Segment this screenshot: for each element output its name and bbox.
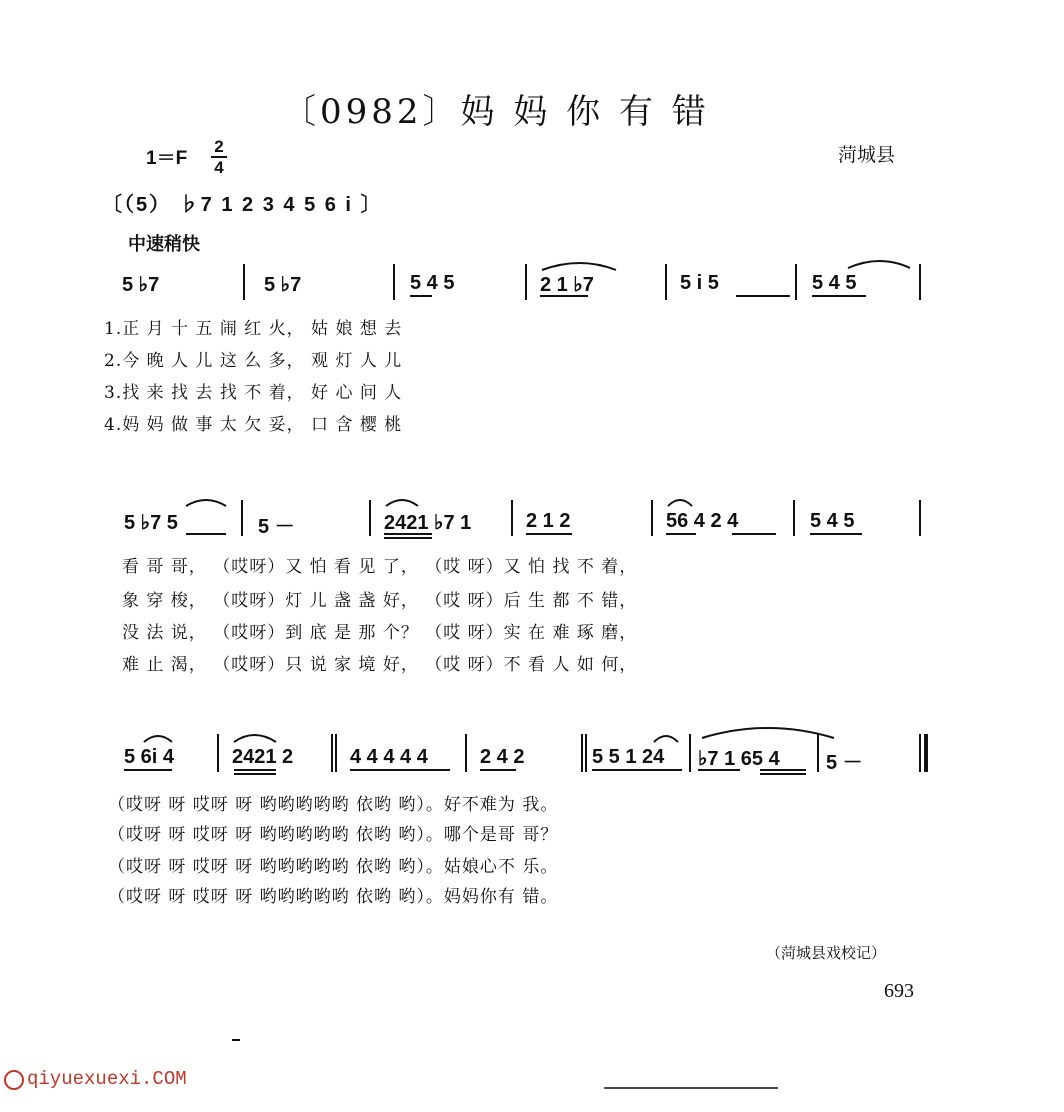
watermark-text: qiyuexuexi.COM [27, 1068, 187, 1090]
lyric-line: （哎呀 呀 哎呀 呀 哟哟哟哟哟 依哟 哟）。姑娘心不 乐。 [108, 857, 559, 877]
measure: 2421 2 [232, 746, 294, 768]
lyric-line: （哎呀 呀 哎呀 呀 哟哟哟哟哟 依哟 哟）。好不难为 我。 [108, 795, 559, 815]
lyric-line: 1.正 月 十 五 闹 红 火， 姑 娘 想 去 [104, 319, 403, 339]
lyric-line: 没 法 说， （哎呀）到 底 是 那 个？ （哎 呀）实 在 难 琢 磨， [122, 623, 638, 643]
page-number: 693 [884, 980, 914, 1002]
measure: 2 4 2 [480, 746, 525, 768]
measure: 5 ♭7 [264, 274, 302, 296]
key-signature: 1＝F [146, 148, 188, 169]
slur [144, 736, 172, 742]
measure: ♭7 1 65 4 [698, 748, 780, 770]
scale-notation: 〔（5） ♭7 1 2 3 4 5 6 i 〕 [102, 194, 383, 216]
measure: 56 4 2 4 [666, 510, 739, 532]
slur [668, 500, 692, 506]
county-name: 菏城县 [838, 144, 896, 166]
measure: 2 1 2 [526, 510, 571, 532]
measure: 5 ♭7 [122, 274, 160, 296]
measure: 5 ♭7 5 [124, 512, 178, 534]
measure: 5 － [258, 516, 295, 538]
song-title: 〔0982〕妈 妈 你 有 错 [282, 92, 710, 132]
lyric-line: 2.今 晚 人 儿 这 么 多， 观 灯 人 儿 [104, 351, 403, 371]
lyric-line: 3.找 来 找 去 找 不 着， 好 心 问 人 [104, 383, 403, 403]
lyric-line: 4.妈 妈 做 事 太 欠 妥， 口 含 樱 桃 [104, 415, 403, 435]
lyric-line: 看 哥 哥， （哎呀）又 怕 看 见 了， （哎 呀）又 怕 找 不 着， [122, 557, 638, 577]
source-note: （菏城县戏校记） [766, 944, 887, 962]
tempo-marking: 中速稍快 [128, 234, 200, 255]
slur [386, 500, 418, 506]
slur [654, 736, 678, 742]
measure: 5 4 5 [812, 272, 857, 294]
measure: 5 4 5 [810, 510, 855, 532]
lyric-line: 难 止 渴， （哎呀）只 说 家 境 好， （哎 呀）不 看 人 如 何， [122, 655, 638, 675]
measure: 2 1 ♭7 [540, 274, 594, 296]
slur [848, 261, 910, 268]
measure: 5 6i 4 [124, 746, 175, 768]
measure: 2421 ♭7 1 [384, 512, 472, 534]
slur [186, 500, 226, 506]
lyric-line: （哎呀 呀 哎呀 呀 哟哟哟哟哟 依哟 哟）。哪个是哥 哥？ [108, 825, 559, 845]
time-signature-bottom: 4 [214, 158, 224, 177]
slur [234, 735, 276, 742]
lyric-line: （哎呀 呀 哎呀 呀 哟哟哟哟哟 依哟 哟）。妈妈你有 错。 [108, 887, 559, 907]
measure: 5 5 1 24 [592, 746, 665, 768]
lyric-line: 象 穿 梭， （哎呀）灯 儿 盏 盏 好， （哎 呀）后 生 都 不 错， [122, 591, 638, 611]
measure: 4 4 4 4 4 [350, 746, 428, 768]
time-signature-top: 2 [214, 137, 224, 156]
measure: 5 4 5 [410, 272, 455, 294]
measure: 5 i 5 [680, 272, 719, 294]
measure: 5 － [826, 752, 863, 774]
slur [542, 263, 616, 270]
slur [702, 728, 834, 738]
